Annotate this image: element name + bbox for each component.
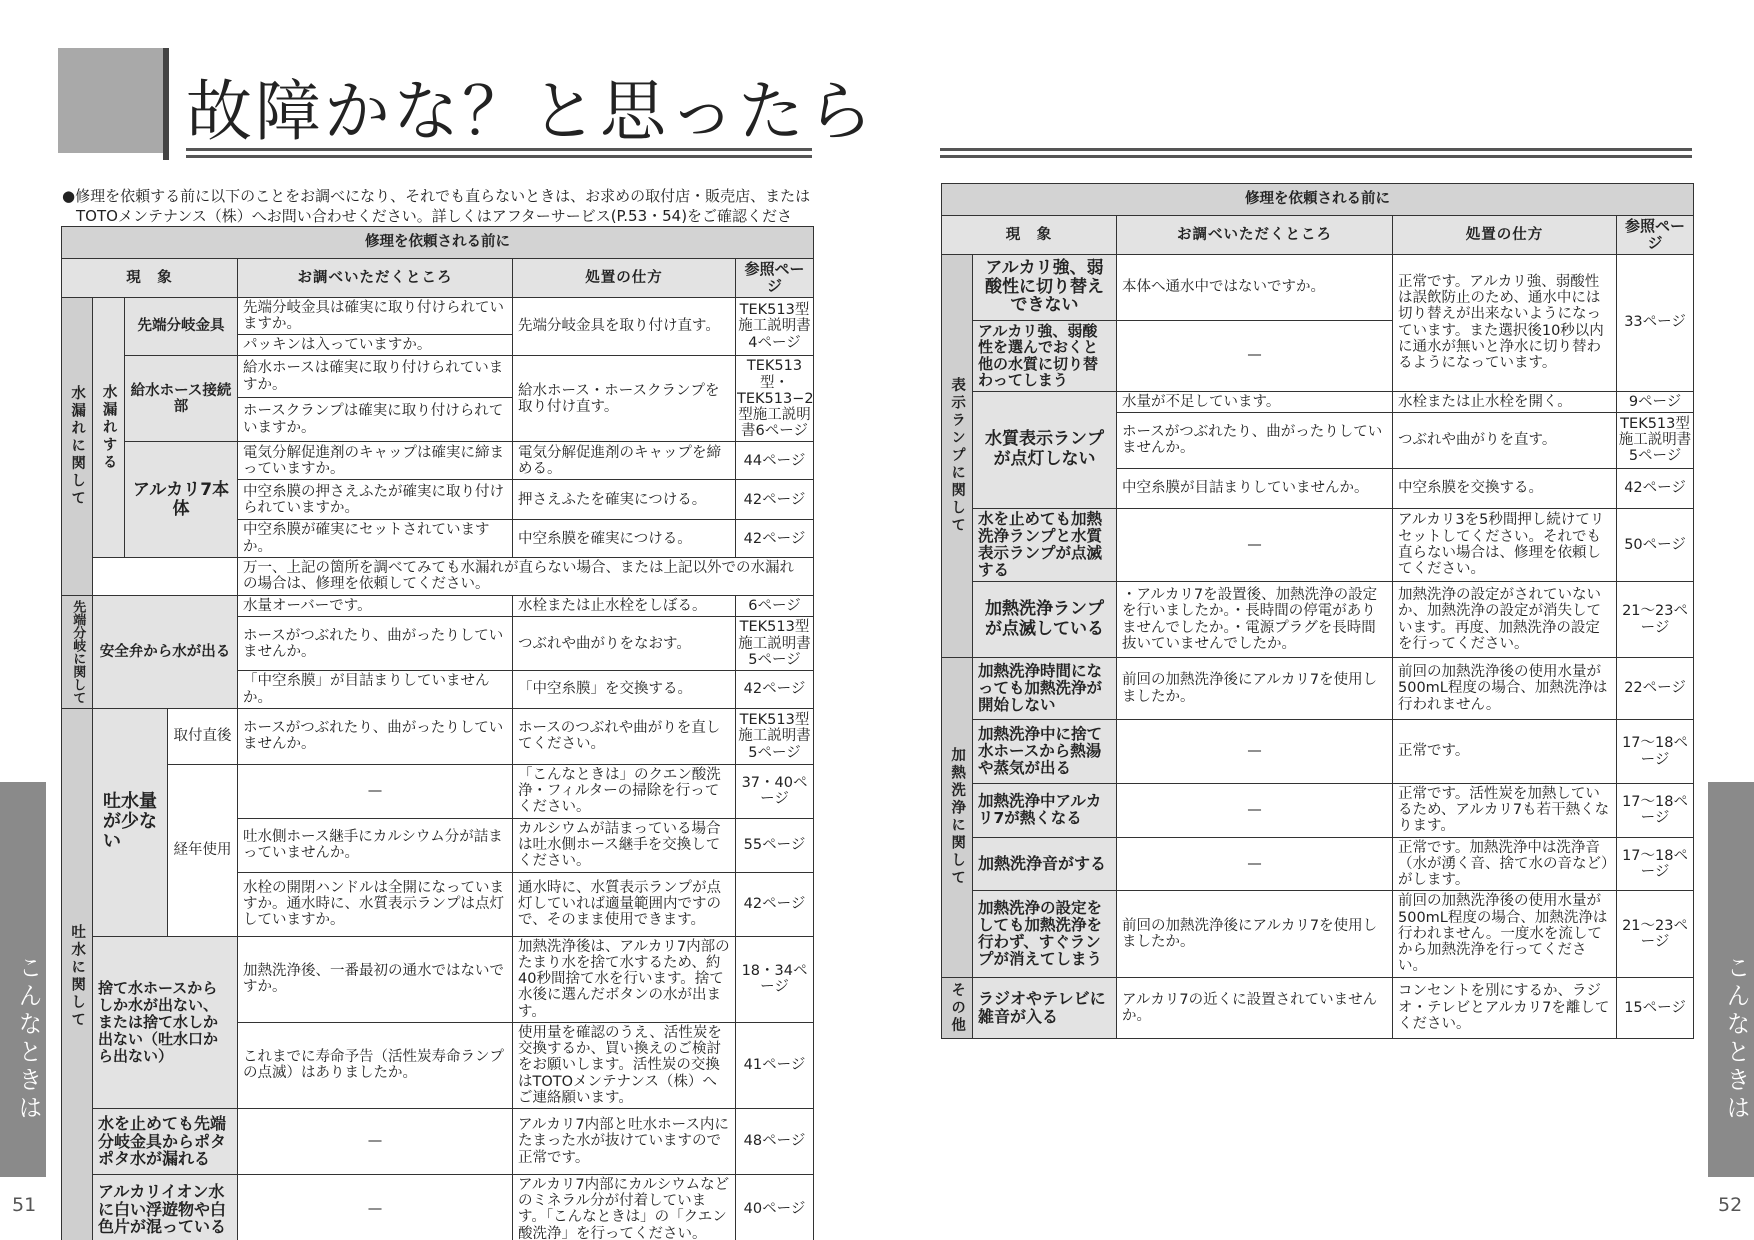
check-cell: ・アルカリ7を設置後、加熱洗浄の設定を行いましたか。・長時間の停電がありませんでしたか。・電源プラグを長時間抜いていませんでしたか。: [1117, 582, 1393, 658]
action-cell: アルカリ7内部と吐水ホース内にたまった水が抜けていますので正常です。: [513, 1108, 736, 1174]
ref-cell: 6ページ: [736, 595, 814, 616]
action-cell: 加熱洗浄後は、アルカリ7内部のたまり水を捨て水するため、約40秒間捨て水を行います。捨て水後に選んだボタンの水が出ます。: [513, 936, 736, 1022]
left-troubleshooting-table: [61, 226, 814, 1240]
ref-cell: 41ページ: [736, 1022, 814, 1108]
ref-cell: 15ページ: [1617, 977, 1694, 1039]
action-cell: 前回の加熱洗浄後の使用水量が500mL程度の場合、加熱洗浄は行われません。一度水を流してから加熱洗浄を行ってください。: [1393, 891, 1617, 977]
ref-cell: TEK513型・TEK513−2型施工説明書6ページ: [736, 356, 814, 442]
label-long-term-use: 経年使用: [168, 764, 238, 936]
action-cell: 押さえふたを確実につける。: [513, 480, 736, 520]
action-cell: つぶれや曲がりをなおす。: [513, 617, 736, 671]
phenomenon-lamp-goes-off: 加熱洗浄の設定をしても加熱洗浄を行わず、すぐランプが消えてしまう: [973, 891, 1117, 977]
check-cell: 中空糸膜が目詰まりしていませんか。: [1117, 468, 1393, 508]
check-cell: 水量が不足しています。: [1117, 391, 1393, 412]
phenomenon-lamps-blinking: 水を止めても加熱洗浄ランプと水質表示ランプが点滅する: [973, 508, 1117, 581]
check-cell: 前回の加熱洗浄後にアルカリ7を使用しましたか。: [1117, 658, 1393, 720]
check-cell: ホースがつぶれたり、曲がったりしていませんか。: [1117, 412, 1393, 468]
ref-cell: 17〜18ページ: [1617, 837, 1694, 891]
ref-cell: 18・34ページ: [736, 936, 814, 1022]
phenomenon-no-heat-start: 加熱洗浄時間になっても加熱洗浄が開始しない: [973, 658, 1117, 720]
intro-line-1: ●修理を依頼する前に以下のことをお調べになり、それでも直らないときは、お求めの取付店・販売店、または: [62, 187, 811, 205]
category-tip-branch: 先端分岐に関して: [62, 595, 93, 708]
check-cell: —: [1117, 720, 1393, 784]
action-cell: コンセントを別にするか、ラジオ・テレビとアルカリ7を離してください。: [1393, 977, 1617, 1039]
action-cell: ホースのつぶれや曲がりを直してください。: [513, 708, 736, 764]
title-square: [58, 48, 163, 153]
action-cell: 水栓または止水栓をしぼる。: [513, 595, 736, 616]
check-cell: 加熱洗浄後、一番最初の通水ではないですか。: [238, 936, 513, 1022]
category-heat-cleaning: 加熱洗浄に関して: [942, 658, 973, 978]
check-cell: —: [1117, 784, 1393, 838]
check-cell: アルカリ7の近くに設置されていませんか。: [1117, 977, 1393, 1039]
phenomenon-auto-switch: アルカリ強、弱酸性を選んでおくと他の水質に切り替わってしまう: [973, 320, 1117, 391]
action-cell: 正常です。活性炭を加熱しているため、アルカリ7も若干熱くなります。: [1393, 784, 1617, 838]
page-title: 故障かな？と思ったら: [186, 73, 876, 150]
ref-cell: 55ページ: [736, 818, 814, 872]
action-cell: 通水時に、水質表示ランプが点灯していれば適量範囲内ですので、そのまま使用できます。: [513, 872, 736, 936]
ref-cell: 9ページ: [1617, 391, 1694, 412]
check-cell: 本体へ通水中ではないですか。: [1117, 254, 1393, 320]
action-cell: つぶれや曲がりを直す。: [1393, 412, 1617, 468]
ref-cell: 42ページ: [736, 671, 814, 709]
label-just-installed: 取付直後: [168, 708, 238, 764]
page-number-right: 52: [1718, 1194, 1743, 1216]
action-cell: カルシウムが詰まっている場合は吐水側ホース継手を交換してください。: [513, 818, 736, 872]
check-cell: —: [238, 764, 513, 818]
phenomenon-low-flow: 吐水量が少ない: [93, 708, 168, 936]
category-other: その他: [942, 977, 973, 1039]
phenomenon-hose-joint: 給水ホース接続部: [125, 356, 238, 442]
check-cell: 前回の加熱洗浄後にアルカリ7を使用しましたか。: [1117, 891, 1393, 977]
phenomenon-hot-steam: 加熱洗浄中に捨て水ホースから熱湯や蒸気が出る: [973, 720, 1117, 784]
sub-category-leak: 水漏れする: [93, 297, 125, 557]
title-divider: [163, 48, 169, 160]
check-cell: ホースがつぶれたり、曲がったりしていませんか。: [238, 708, 513, 764]
title-rule-right: [940, 148, 1692, 158]
action-cell: 前回の加熱洗浄後の使用水量が500mL程度の場合、加熱洗浄は行われません。: [1393, 658, 1617, 720]
phenomenon-unit-hot: 加熱洗浄中アルカリ7が熱くなる: [973, 784, 1117, 838]
category-water-leak: 水漏れに関して: [62, 297, 93, 595]
check-cell: 給水ホースは確実に取り付けられていますか。: [238, 356, 513, 398]
action-cell: 電気分解促進剤のキャップを締める。: [513, 442, 736, 480]
ref-cell: 44ページ: [736, 442, 814, 480]
check-cell: パッキンは入っていますか。: [238, 335, 513, 356]
action-cell: 「中空糸膜」を交換する。: [513, 671, 736, 709]
water-leak-note: 万一、上記の箇所を調べてみても水漏れが直らない場合、または上記以外での水漏れの場合は、修理を依頼してください。: [238, 557, 814, 595]
action-cell: 中空糸膜を交換する。: [1393, 468, 1617, 508]
left-header-action: 処置の仕方: [513, 259, 736, 298]
ref-cell: 42ページ: [1617, 468, 1694, 508]
phenomenon-radio-noise: ラジオやテレビに雑音が入る: [973, 977, 1117, 1039]
check-cell: 中空糸膜の押さえふたが確実に取り付けられていますか。: [238, 480, 513, 520]
action-cell: 中空糸膜を確実につける。: [513, 520, 736, 557]
check-cell: 電気分解促進剤のキャップは確実に締まっていますか。: [238, 442, 513, 480]
check-cell: 先端分岐金具は確実に取り付けられていますか。: [238, 297, 513, 334]
phenomenon-main-unit: アルカリ7本体: [125, 442, 238, 557]
left-header-ref: 参照ページ: [736, 259, 814, 298]
left-group-header: 修理を依頼される前に: [62, 227, 814, 259]
check-cell: —: [1117, 320, 1393, 391]
ref-cell: TEK513型施工説明書5ページ: [736, 708, 814, 764]
category-indicator-lamp: 表示ランプに関して: [942, 254, 973, 657]
check-cell: —: [238, 1174, 513, 1240]
check-cell: —: [238, 1108, 513, 1174]
action-cell: アルカリ3を5秒間押し続けてリセットしてください。それでも直らない場合は、修理を依頼してください。: [1393, 508, 1617, 581]
action-cell: 正常です。: [1393, 720, 1617, 784]
side-tab-left: こんなときは: [0, 782, 46, 1177]
right-header-check: お調べいただくところ: [1117, 216, 1393, 255]
right-group-header: 修理を依頼される前に: [942, 184, 1694, 216]
check-cell: —: [1117, 508, 1393, 581]
page-number-left: 51: [12, 1194, 37, 1216]
ref-cell: 42ページ: [736, 872, 814, 936]
phenomenon-tip-fitting: 先端分岐金具: [125, 297, 238, 356]
check-cell: 中空糸膜が確実にセットされていますか。: [238, 520, 513, 557]
ref-cell: 42ページ: [736, 480, 814, 520]
action-cell: 水栓または止水栓を開く。: [1393, 391, 1617, 412]
intro-line-2: TOTOメンテナンス（株）へお問い合わせください。詳しくはアフターサービス(P.53・54)をご確認くださ: [76, 207, 793, 225]
ref-cell: 37・40ページ: [736, 764, 814, 818]
check-cell: —: [1117, 837, 1393, 891]
phenomenon-heat-lamp-blinking: 加熱洗浄ランプが点滅している: [973, 582, 1117, 658]
phenomenon-waste-water: 捨て水ホースからしか水が出ない、または捨て水しか出ない（吐水口から出ない）: [93, 936, 238, 1108]
ref-cell: 21〜23ページ: [1617, 582, 1694, 658]
check-cell: ホースクランプは確実に取り付けられていますか。: [238, 397, 513, 442]
ref-cell: 33ページ: [1617, 254, 1694, 391]
right-header-ref: 参照ページ: [1617, 216, 1694, 255]
left-header-check: お調べいただくところ: [238, 259, 513, 298]
title-rule-left: [186, 148, 812, 158]
left-header-phenomenon: 現 象: [62, 259, 238, 298]
right-header-action: 処置の仕方: [1393, 216, 1617, 255]
ref-cell: 42ページ: [736, 520, 814, 557]
ref-cell: 21〜23ページ: [1617, 891, 1694, 977]
ref-cell: 40ページ: [736, 1174, 814, 1240]
phenomenon-white-particles: アルカリイオン水に白い浮遊物や白色片が混っている: [93, 1174, 238, 1240]
ref-cell: 17〜18ページ: [1617, 784, 1694, 838]
action-cell: アルカリ7内部にカルシウムなどのミネラル分が付着しています。「こんなときは」の「クエン酸洗浄」を行ってください。: [513, 1174, 736, 1240]
right-header-phenomenon: 現 象: [942, 216, 1117, 255]
ref-cell: 50ページ: [1617, 508, 1694, 581]
action-cell: 「こんなときは」のクエン酸洗浄・フィルターの掃除を行ってください。: [513, 764, 736, 818]
check-cell: 水量オーバーです。: [238, 595, 513, 616]
ref-cell: 22ページ: [1617, 658, 1694, 720]
ref-cell: 48ページ: [736, 1108, 814, 1174]
note-spacer: [93, 557, 238, 595]
phenomenon-quality-lamp-off: 水質表示ランプが点灯しない: [973, 391, 1117, 508]
check-cell: これまでに寿命予告（活性炭寿命ランプの点滅）はありましたか。: [238, 1022, 513, 1108]
action-cell: 給水ホース・ホースクランプを取り付け直す。: [513, 356, 736, 442]
ref-cell: TEK513型施工説明書5ページ: [1617, 412, 1694, 468]
action-cell: 正常です。加熱洗浄中は洗浄音（水が湧く音、捨て水の音など）がします。: [1393, 837, 1617, 891]
action-cell: 先端分岐金具を取り付け直す。: [513, 297, 736, 356]
category-outflow: 吐水に関して: [62, 708, 93, 1240]
check-cell: 「中空糸膜」が目詰まりしていませんか。: [238, 671, 513, 709]
phenomenon-cannot-switch: アルカリ強、弱酸性に切り替えできない: [973, 254, 1117, 320]
phenomenon-dripping: 水を止めても先端分岐金具からポタポタ水が漏れる: [93, 1108, 238, 1174]
right-troubleshooting-table: [941, 183, 1694, 1039]
ref-cell: TEK513型施工説明書4ページ: [736, 297, 814, 356]
side-tab-right: こんなときは: [1708, 782, 1754, 1177]
check-cell: 水栓の開閉ハンドルは全開になっていますか。通水時に、水質表示ランプは点灯していますか。: [238, 872, 513, 936]
check-cell: 吐水側ホース継手にカルシウム分が詰まっていませんか。: [238, 818, 513, 872]
check-cell: ホースがつぶれたり、曲がったりしていませんか。: [238, 617, 513, 671]
ref-cell: 17〜18ページ: [1617, 720, 1694, 784]
action-cell: 使用量を確認のうえ、活性炭を交換するか、買い換えのご検討をお願いします。活性炭の交換はTOTOメンテナンス（株）へご連絡願います。: [513, 1022, 736, 1108]
phenomenon-safety-valve: 安全弁から水が出る: [93, 595, 238, 708]
ref-cell: TEK513型施工説明書5ページ: [736, 617, 814, 671]
action-cell: 加熱洗浄の設定がされていないか、加熱洗浄の設定が消失しています。再度、加熱洗浄の設定を行ってください。: [1393, 582, 1617, 658]
action-cell: 正常です。アルカリ強、弱酸性は誤飲防止のため、通水中には切り替えが出来ないようになっています。また選択後10秒以内に通水が無いと浄水に切り替わるようになっています。: [1393, 254, 1617, 391]
phenomenon-heat-noise: 加熱洗浄音がする: [973, 837, 1117, 891]
